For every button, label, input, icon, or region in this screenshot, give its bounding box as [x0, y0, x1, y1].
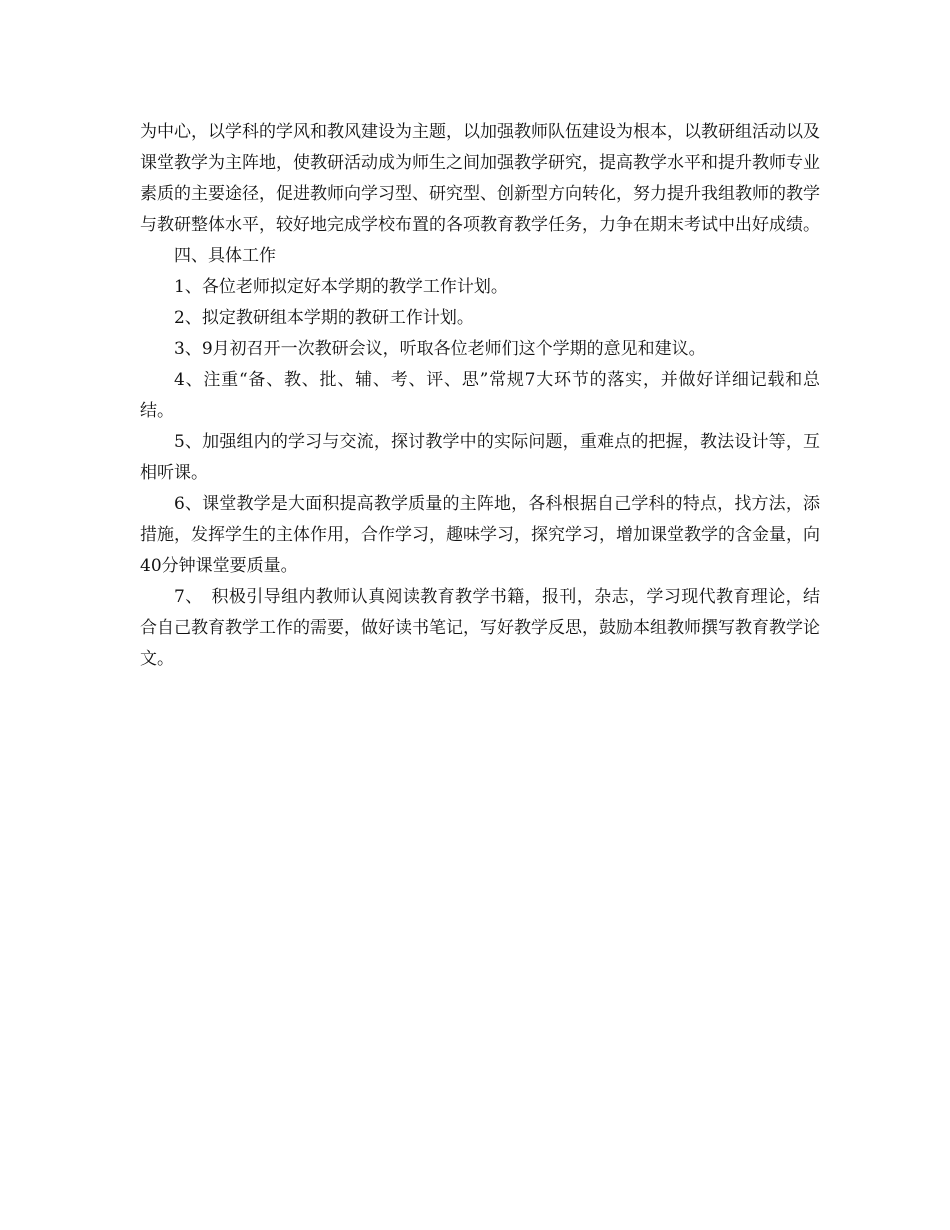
list-item-3: 3、9月初召开一次教研会议，听取各位老师们这个学期的意见和建议。	[174, 339, 706, 359]
list-item-2: 2、拟定教研组本学期的教研工作计划。	[174, 308, 474, 328]
list-item-6: 6、课堂教学是大面积提高教学质量的主阵地，各科根据自己学科的特点，找方法，添措施，发挥学生的主体作用，合作学习，趣味学习，探究学习，增加课堂教学的含金量，向40分钟课堂要质量。	[140, 494, 820, 576]
section-heading: 四、具体工作	[174, 246, 276, 266]
paragraph-continuation: 为中心，以学科的学风和教风建设为主题，以加强教师队伍建设为根本，以教研组活动以及课堂教学为主阵地，使教研活动成为师生之间加强教学研究，提高教学水平和提升教师专业素质的主要途径，促进教师向学习型、研究型、创新型方向转化，努力提升我组教师的教学与教研整体水平，较好地完成学校布置的各项教育教学任务，力争在期末考试中出好成绩。	[140, 122, 820, 235]
list-item-7: 7、 积极引导组内教师认真阅读教育教学书籍，报刊，杂志，学习现代教育理论，结合自己教育教学工作的需要，做好读书笔记，写好教学反思，鼓励本组教师撰写教育教学论文。	[140, 587, 820, 669]
list-item-1: 1、各位老师拟定好本学期的教学工作计划。	[174, 277, 508, 297]
document-body	[140, 117, 820, 675]
list-item-4: 4、注重“备、教、批、辅、考、评、思”常规7大环节的落实，并做好详细记载和总结。	[140, 370, 820, 421]
list-item-5: 5、加强组内的学习与交流，探讨教学中的实际问题，重难点的把握，教法设计等，互相听课。	[140, 432, 820, 483]
